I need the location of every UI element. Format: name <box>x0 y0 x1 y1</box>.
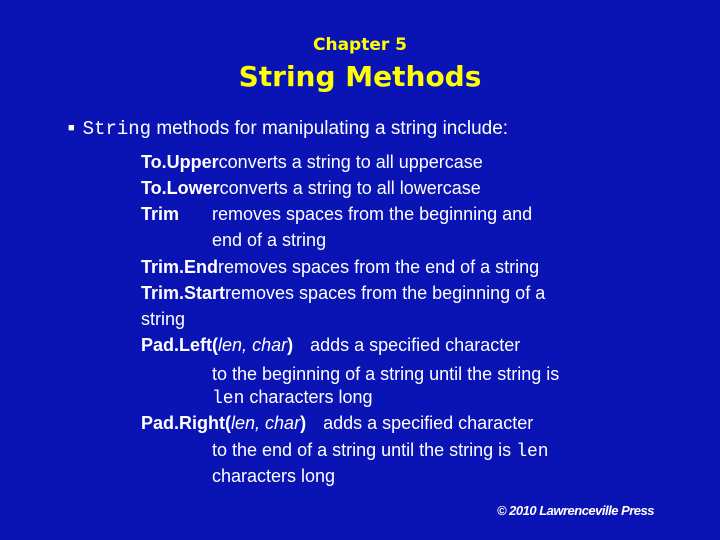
code-len: len <box>212 389 245 409</box>
method-toupper <box>141 151 483 173</box>
code-len: len <box>516 442 549 462</box>
method-name: Trim.End <box>141 257 219 277</box>
string-code: String <box>82 118 152 140</box>
slide-title: String Methods <box>238 60 482 93</box>
copyright-footer: © 2010 Lawrenceville Press <box>496 503 654 518</box>
method-trim-desc2: end of a string <box>212 230 327 250</box>
method-padleft-desc3: len characters long <box>212 387 373 409</box>
param-char: char <box>252 335 288 355</box>
bullet-text: methods for manipulating a string include: <box>156 118 509 139</box>
method-padright-desc3: characters long <box>212 466 336 486</box>
method-name: Pad.Left <box>141 335 213 355</box>
method-trim-desc1: removes spaces from the beginning and <box>212 204 533 224</box>
method-desc: removes spaces from the end of a string <box>218 257 540 277</box>
method-padleft: Pad.Left(len, char) adds a specified character <box>141 335 521 355</box>
method-name: Trim <box>141 204 180 224</box>
method-trimstart-desc2: string <box>141 309 186 329</box>
method-trimstart <box>141 282 545 304</box>
method-padright: Pad.Right(len, char) adds a specified character <box>141 413 534 433</box>
method-desc: adds a specified character <box>310 335 521 355</box>
method-tolower <box>141 177 481 199</box>
bullet-intro <box>68 118 508 140</box>
method-desc: converts a string to all lowercase <box>219 178 481 198</box>
method-name: Pad.Right <box>141 413 225 433</box>
method-desc: removes spaces from the beginning of a <box>225 283 546 303</box>
method-padright-desc2: to the end of a string until the string is len <box>212 440 549 462</box>
method-name: To.Upper <box>141 152 219 172</box>
method-desc: converts a string to all uppercase <box>218 152 483 172</box>
param-char: char <box>265 413 301 433</box>
method-name: To.Lower <box>141 178 220 198</box>
method-trimend <box>141 256 539 278</box>
method-name: Trim.Start <box>141 283 226 303</box>
chapter-label: Chapter 5 <box>312 35 407 55</box>
param-len: len <box>231 413 256 433</box>
param-len: len <box>218 335 243 355</box>
square-bullet-icon: ■ <box>68 122 75 134</box>
method-desc: adds a specified character <box>323 413 534 433</box>
method-trim <box>141 203 179 225</box>
method-padleft-desc2: to the beginning of a string until the string is <box>212 364 560 384</box>
